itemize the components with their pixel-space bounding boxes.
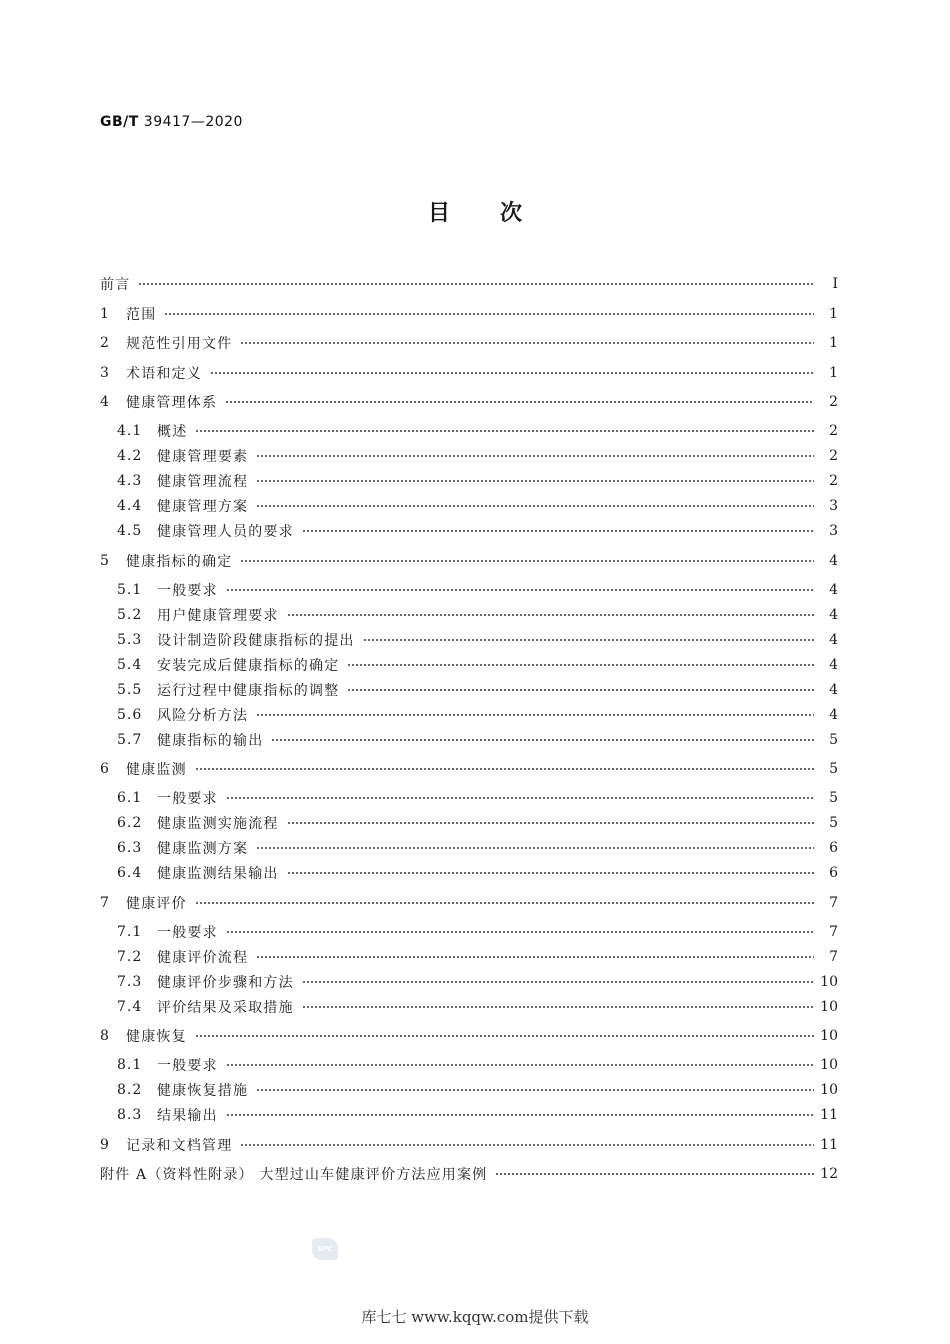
toc-entry-page: 11	[820, 1107, 838, 1123]
standard-code	[100, 114, 243, 130]
toc-entry-title: 健康管理方案	[157, 499, 249, 515]
toc-entry-title: 设计制造阶段健康指标的提出	[157, 632, 355, 649]
toc-entry-title: 记录和文档管理	[126, 1137, 233, 1154]
toc-entry-page: 10	[820, 998, 838, 1015]
toc-entry[interactable]	[100, 1024, 838, 1048]
toc-leader-dots	[302, 980, 814, 984]
toc-leader-dots	[225, 400, 814, 404]
toc-entry-title: 健康监测实施流程	[157, 816, 279, 832]
toc-leader-dots	[138, 282, 814, 286]
toc-entry-number: 7.2	[117, 948, 143, 965]
toc-entry-title: 健康监测方案	[157, 841, 249, 857]
toc-entry-page: 10	[820, 1028, 838, 1044]
toc-entry-title: 术语和定义	[126, 365, 202, 382]
toc-entry[interactable]	[100, 811, 838, 835]
toc-entry[interactable]	[100, 678, 838, 702]
toc-entry[interactable]	[100, 361, 838, 385]
toc-entry-number: 9	[100, 1136, 110, 1153]
toc-entry-page: 4	[829, 706, 838, 723]
toc-leader-dots	[256, 454, 814, 458]
toc-entry-title: 健康指标的输出	[157, 732, 264, 749]
toc-leader-dots	[240, 1143, 814, 1147]
toc-entry-number: 3	[100, 364, 110, 381]
toc-leader-dots	[256, 955, 814, 959]
toc-entry-page: 1	[829, 305, 838, 322]
toc-entry[interactable]	[100, 891, 838, 915]
toc-entry-number: 7.1	[117, 923, 143, 940]
toc-entry-title: 健康管理体系	[126, 395, 218, 411]
toc-entry[interactable]	[100, 331, 838, 355]
toc-leader-dots	[495, 1172, 814, 1176]
toc-entry-title: 健康监测	[126, 762, 187, 778]
toc-leader-dots	[287, 821, 814, 825]
footer-download-note: 库七七 www.kqqw.com提供下载	[361, 1308, 589, 1326]
toc-entry-page: 5	[829, 815, 838, 831]
toc-entry[interactable]	[100, 653, 838, 677]
toc-leader-dots	[195, 767, 814, 771]
toc-entry[interactable]	[100, 1162, 838, 1186]
toc-entry[interactable]	[100, 970, 838, 994]
toc-entry-number: 2	[100, 335, 110, 351]
toc-entry-page: 10	[820, 973, 838, 990]
toc-entry[interactable]	[100, 390, 838, 414]
toc-entry-number: 4.5	[117, 523, 143, 539]
toc-entry-number: 6.2	[117, 815, 143, 831]
toc-entry-title: 健康管理人员的要求	[157, 524, 294, 540]
toc-entry-page: 10	[820, 1057, 838, 1073]
toc-entry[interactable]	[100, 1053, 838, 1077]
standard-prefix: GB/T	[100, 114, 139, 130]
toc-entry[interactable]	[100, 1103, 838, 1127]
toc-entry-number: 5.2	[117, 606, 143, 623]
toc-entry-page: 2	[829, 394, 838, 410]
toc-entry-page: 2	[829, 473, 838, 489]
toc-entry-number: 5.4	[117, 656, 143, 673]
toc-entry-page: 7	[829, 948, 838, 965]
toc-entry[interactable]	[100, 444, 838, 468]
toc-leader-dots	[226, 588, 814, 592]
toc-entry-page: 10	[820, 1082, 838, 1098]
toc-entry-page: Ⅰ	[832, 276, 838, 292]
watermark-logo: SPC	[312, 1238, 338, 1260]
toc-entry-number: 8.3	[117, 1107, 143, 1123]
toc-leader-dots	[347, 663, 814, 667]
toc-entry-number: 7.4	[117, 998, 143, 1015]
toc-entry-number: 6.4	[117, 865, 143, 881]
toc-leader-dots	[226, 1063, 814, 1067]
toc-entry-number: 5.7	[117, 731, 143, 748]
toc-leader-dots	[256, 713, 814, 717]
toc-entry-page: 4	[829, 681, 838, 698]
toc-entry[interactable]	[100, 302, 838, 326]
toc-entry[interactable]	[100, 419, 838, 443]
toc-leader-dots	[302, 1005, 814, 1009]
toc-entry-title: 健康管理流程	[157, 474, 249, 490]
toc-leader-dots	[256, 846, 814, 850]
standard-number: 39417—2020	[143, 114, 243, 130]
toc-entry-number: 8	[100, 1028, 110, 1044]
toc-entry[interactable]	[100, 469, 838, 493]
toc-entry[interactable]	[100, 945, 838, 969]
toc-entry-title: 一般要求	[157, 924, 218, 941]
toc-entry-page: 4	[829, 581, 838, 598]
toc-entry-number: 4.3	[117, 473, 143, 489]
toc-entry-page: 6	[829, 865, 838, 881]
toc-entry-title: 一般要求	[157, 582, 218, 599]
toc-entry-number: 4.2	[117, 448, 143, 464]
toc-entry-number: 6.3	[117, 840, 143, 856]
toc-entry-title: 评价结果及采取措施	[157, 999, 294, 1016]
toc-entry-title: 风险分析方法	[157, 707, 249, 724]
toc-entry[interactable]	[100, 920, 838, 944]
toc-entry-title: 范围	[126, 306, 157, 323]
toc-entry-page: 3	[829, 498, 838, 514]
toc-entry[interactable]	[100, 861, 838, 885]
toc-entry-page: 5	[829, 761, 838, 777]
toc-entry-number: 5.6	[117, 706, 143, 723]
toc-leader-dots	[347, 688, 814, 692]
toc-entry-page: 1	[829, 335, 838, 351]
toc-entry-page: 4	[829, 552, 838, 569]
toc-leader-dots	[256, 479, 814, 483]
toc-leader-dots	[256, 1088, 814, 1092]
toc-entry-page: 7	[829, 923, 838, 940]
toc-entry-number: 4.4	[117, 498, 143, 514]
toc-entry-page: 2	[829, 423, 838, 439]
toc-entry-number: 4	[100, 394, 110, 410]
toc-entry[interactable]	[100, 728, 838, 752]
toc-entry-title: 健康监测结果输出	[157, 866, 279, 882]
toc-entry-title: 规范性引用文件	[126, 336, 233, 352]
toc-entry-number: 5.5	[117, 681, 143, 698]
toc-entry[interactable]	[100, 519, 838, 543]
toc-leader-dots	[195, 901, 814, 905]
toc-entry-title: 健康管理要素	[157, 449, 249, 465]
toc-leader-dots	[240, 341, 814, 345]
toc-entry[interactable]	[100, 1078, 838, 1102]
toc-entry-number: 8.1	[117, 1057, 143, 1073]
toc-entry-page: 3	[829, 523, 838, 539]
toc-entry-title: 安装完成后健康指标的确定	[157, 657, 340, 674]
toc-entry-number: 5.1	[117, 581, 143, 598]
toc-leader-dots	[210, 371, 814, 375]
toc-entry-page: 4	[829, 631, 838, 648]
toc-leader-dots	[164, 312, 814, 316]
toc-entry[interactable]	[100, 703, 838, 727]
toc-entry-title: 前言	[100, 277, 131, 293]
toc-entry-title: 一般要求	[157, 1058, 218, 1074]
toc-leader-dots	[226, 930, 814, 934]
toc-entry-number: 7.3	[117, 973, 143, 990]
toc-entry-title: 健康指标的确定	[126, 553, 233, 570]
toc-entry-title: 健康评价流程	[157, 949, 249, 966]
toc-entry-page: 5	[829, 731, 838, 748]
toc-entry-title: 健康恢复	[126, 1029, 187, 1045]
toc-entry-title: 附件 A（资料性附录） 大型过山车健康评价方法应用案例	[100, 1167, 488, 1183]
toc-entry-page: 11	[820, 1136, 838, 1153]
toc-leader-dots	[287, 871, 814, 875]
toc-entry-page: 1	[829, 364, 838, 381]
toc-leader-dots	[240, 559, 814, 563]
toc-entry-title: 一般要求	[157, 791, 218, 807]
toc-entry-number: 1	[100, 305, 110, 322]
toc-leader-dots	[302, 529, 814, 533]
toc-entry[interactable]	[100, 628, 838, 652]
toc-entry[interactable]	[100, 786, 838, 810]
toc-entry-number: 6	[100, 761, 110, 777]
toc-entry-page: 6	[829, 840, 838, 856]
toc-entry-number: 5.3	[117, 631, 143, 648]
toc-entry-number: 8.2	[117, 1082, 143, 1098]
toc-entry[interactable]	[100, 603, 838, 627]
toc-entry-page: 12	[820, 1166, 838, 1182]
toc-entry-title: 健康评价	[126, 895, 187, 912]
toc-entry-title: 结果输出	[157, 1108, 218, 1124]
toc-entry[interactable]	[100, 757, 838, 781]
toc-entry-page: 5	[829, 790, 838, 806]
toc-entry-title: 用户健康管理要求	[157, 607, 279, 624]
toc-leader-dots	[226, 796, 814, 800]
toc-leader-dots	[195, 429, 814, 433]
toc-entry-number: 7	[100, 894, 110, 911]
toc-leader-dots	[256, 504, 814, 508]
toc-leader-dots	[271, 738, 814, 742]
toc-leader-dots	[363, 638, 814, 642]
toc-entry-page: 4	[829, 606, 838, 623]
toc-entry-title: 概述	[157, 424, 188, 440]
toc-entry-number: 5	[100, 552, 110, 569]
toc-entry[interactable]	[100, 995, 838, 1019]
toc-leader-dots	[226, 1113, 814, 1117]
toc-entry-number: 4.1	[117, 423, 143, 439]
toc-entry-title: 运行过程中健康指标的调整	[157, 682, 340, 699]
toc-entry[interactable]	[100, 272, 838, 296]
toc-entry[interactable]	[100, 494, 838, 518]
toc-entry-title: 健康评价步骤和方法	[157, 974, 294, 991]
toc-entry[interactable]	[100, 549, 838, 573]
toc-entry-title: 健康恢复措施	[157, 1083, 249, 1099]
toc-title: 目次	[427, 201, 572, 226]
toc-entry[interactable]	[100, 578, 838, 602]
toc-entry[interactable]	[100, 836, 838, 860]
toc-entry-page: 2	[829, 448, 838, 464]
toc-leader-dots	[287, 613, 814, 617]
toc-entry-page: 7	[829, 894, 838, 911]
toc-entry[interactable]	[100, 1133, 838, 1157]
toc-leader-dots	[195, 1034, 814, 1038]
toc-entry-number: 6.1	[117, 790, 143, 806]
toc-entry-page: 4	[829, 656, 838, 673]
